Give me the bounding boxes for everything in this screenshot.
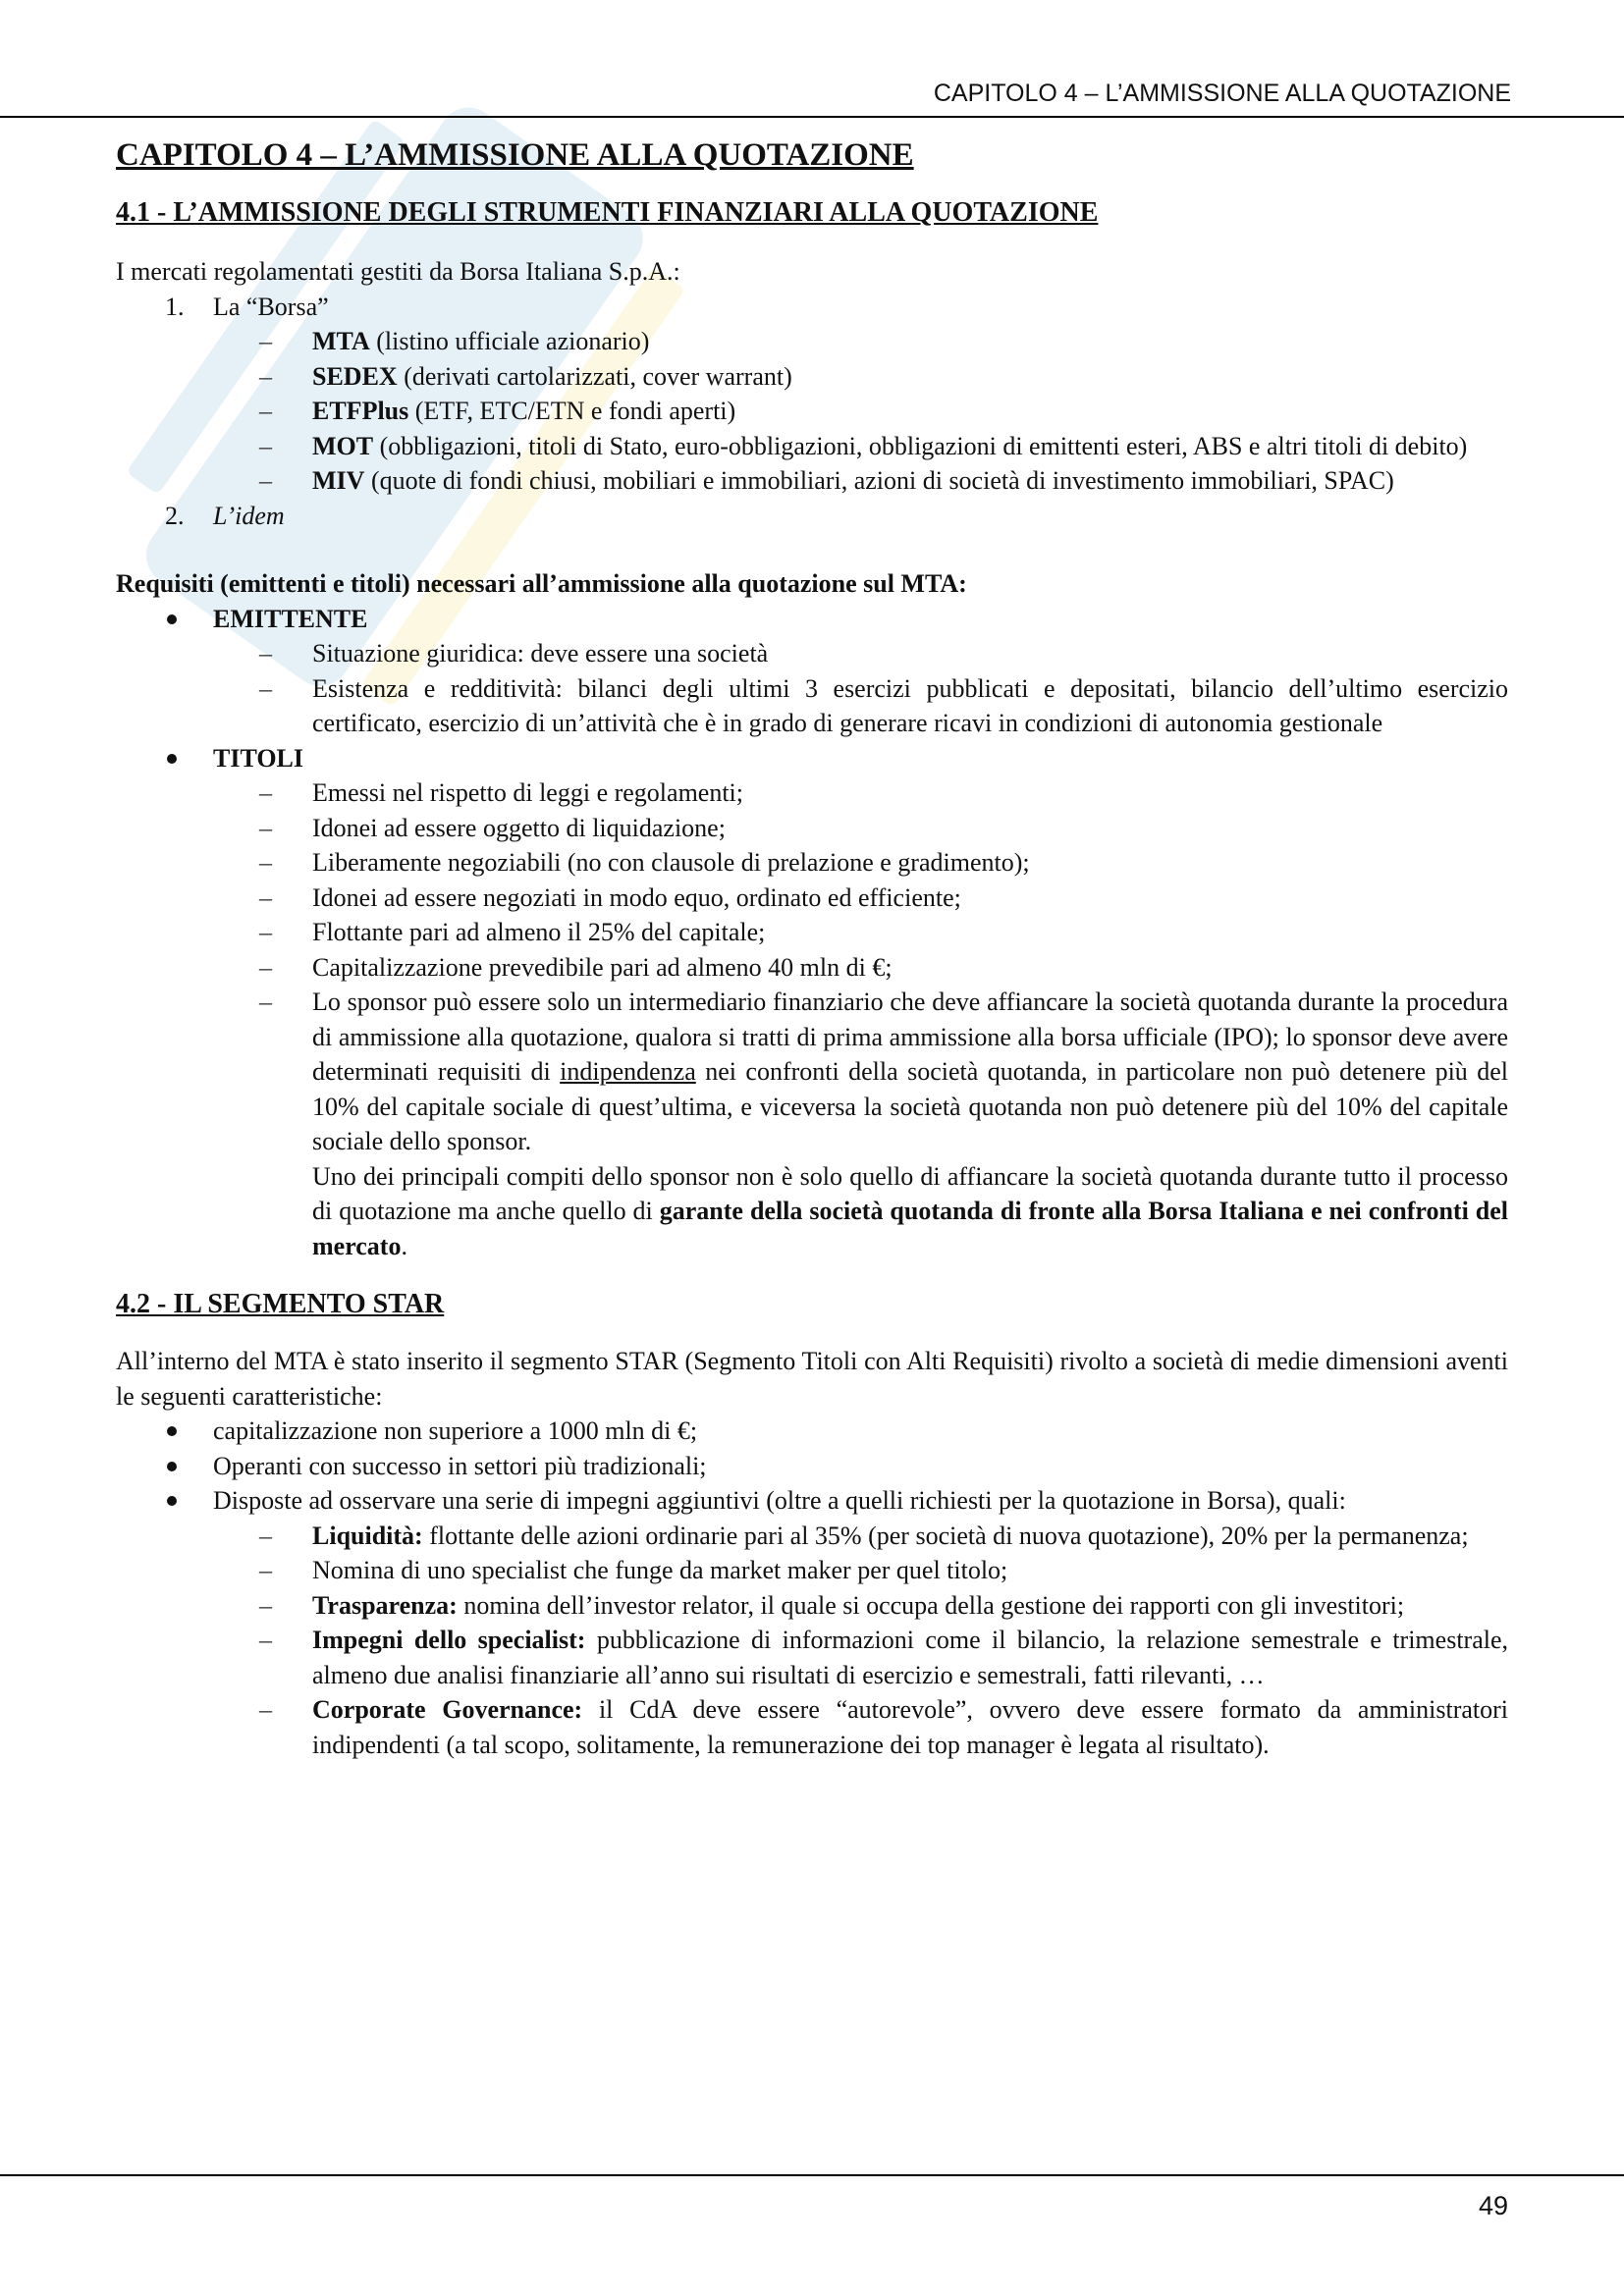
list-number: 1. [165, 292, 185, 321]
markets-intro: I mercati regolamentati gestiti da Borsa Italiana S.p.A.: [116, 257, 680, 286]
list-item [116, 1414, 1508, 1449]
list-item [213, 845, 1508, 881]
item-text: Idonei ad essere oggetto di liquidazione; [312, 813, 726, 842]
market-desc: (listino ufficiale azionario) [369, 327, 650, 355]
list-number: 2. [165, 501, 185, 530]
item-text: Idonei ad essere negoziati in modo equo, ordinato ed efficiente; [312, 882, 961, 912]
sponsor-text-end: nei confronti della società quotanda, in particolare non può detenere più del 10% del capitale sociale di quest’ultima, e viceversa la società quotanda non può detenere più del 10% del capitale sociale dello sponsor. [312, 1057, 1508, 1155]
sponsor-underlined-term: indipendenza [560, 1057, 696, 1086]
list-item [213, 811, 1508, 846]
dash-icon: – [259, 397, 272, 425]
sponsor-para2-bold: garante della società quotanda di fronte alla Borsa Italiana e nei confronti del mercato [312, 1197, 1508, 1260]
commitment-text: il CdA deve essere “autorevole”, ovvero deve essere formato da amministratori indipendenti (a tal scopo, solitamente, la remunerazione dei top manager è legata al risultato). [312, 1695, 1509, 1759]
list-item [213, 671, 1508, 741]
star-characteristics [116, 1414, 1508, 1762]
list-item [116, 741, 1508, 1264]
list-item [116, 499, 1508, 534]
dash-icon: – [259, 327, 272, 355]
market-name: MTA [312, 327, 370, 355]
dash-icon: – [259, 1695, 272, 1724]
titoli-label: TITOLI [213, 743, 304, 773]
sponsor-para2-end: . [401, 1231, 407, 1260]
dash-icon: – [259, 918, 272, 946]
commitment-text: Nomina di uno specialist che funge da market maker per quel titolo; [312, 1556, 1008, 1584]
market-name: SEDEX [312, 361, 398, 391]
list-item [213, 1692, 1508, 1762]
bullet-icon [167, 754, 177, 764]
item-text: Liberamente negoziabili (no con clausole di prelazione e gradimento); [312, 848, 1030, 877]
list-item [116, 1449, 1508, 1484]
commitment-label: Trasparenza: [312, 1590, 458, 1620]
star-intro: All’interno del MTA è stato inserito il segmento STAR (Segmento Titoli con Alti Requisiti) rivolto a società di medie dimensioni aventi le seguenti caratteristiche: [116, 1347, 1508, 1411]
item-text: Flottante pari ad almeno il 25% del capitale; [312, 918, 766, 946]
commitment-text: nomina dell’investor relator, il quale si occupa della gestione dei rapporti con gli investitori; [457, 1590, 1405, 1620]
market-name: ETFPlus [312, 397, 409, 425]
dash-icon: – [259, 778, 272, 807]
commitment-text: flottante delle azioni ordinarie pari al 35% (per società di nuova quotazione), 20% per la permanenza; [422, 1521, 1469, 1550]
requirements-title: Requisiti (emittenti e titoli) necessari all’ammissione alla quotazione sul MTA: [116, 569, 967, 598]
titoli-items [213, 775, 1508, 1263]
market-desc: (derivati cartolarizzati, cover warrant) [397, 361, 792, 391]
dash-icon: – [259, 1521, 272, 1550]
list-item [213, 1519, 1508, 1554]
list-item [213, 463, 1508, 499]
emittente-items [213, 636, 1508, 741]
market-label: L’idem [213, 501, 285, 530]
dash-icon: – [259, 952, 272, 982]
list-item [213, 915, 1508, 950]
dash-icon: – [259, 882, 272, 912]
dash-icon: – [259, 673, 272, 703]
list-item [116, 290, 1508, 499]
list-item [213, 1553, 1508, 1588]
sponsor-item [213, 985, 1508, 1263]
market-label: La “Borsa” [213, 292, 329, 321]
markets-list [116, 290, 1508, 534]
dash-icon: – [259, 1590, 272, 1620]
item-text: Esistenza e redditività: bilanci degli ultimi 3 esercizi pubblicati e depositati, bilancio dell’ultimo esercizio certificato, esercizio di un’attività che è in grado di generare ricavi in condizioni di autonomia gestionale [312, 673, 1508, 737]
list-item [213, 429, 1508, 464]
section-4-1-title: 4.1 - L’AMMISSIONE DEGLI STRUMENTI FINANZIARI ALLA QUOTAZIONE [116, 197, 1099, 228]
dash-icon: – [259, 988, 272, 1016]
list-item [213, 1623, 1508, 1692]
item-text: Situazione giuridica: deve essere una società [312, 639, 769, 667]
emittente-label: EMITTENTE [213, 604, 368, 633]
list-item [213, 775, 1508, 811]
sponsor-paragraph-2 [312, 1159, 1508, 1264]
market-desc: (quote di fondi chiusi, mobiliari e immobiliari, azioni di società di investimento immobiliari, SPAC) [364, 466, 1394, 495]
list-item [213, 359, 1508, 395]
bullet-icon [167, 1426, 177, 1436]
dash-icon: – [259, 1626, 272, 1654]
star-commitments [213, 1519, 1508, 1763]
dash-icon: – [259, 848, 272, 877]
item-text: Disposte ad osservare una serie di impegni aggiuntivi (oltre a quelli richiesti per la quotazione in Borsa), quali: [213, 1486, 1346, 1515]
bullet-icon [167, 614, 177, 624]
borsa-markets [213, 324, 1508, 499]
item-text: Capitalizzazione prevedibile pari ad almeno 40 mln di €; [312, 952, 893, 982]
dash-icon: – [259, 361, 272, 391]
item-text: capitalizzazione non superiore a 1000 mln di €; [213, 1416, 698, 1445]
market-name: MOT [312, 431, 374, 460]
list-item [116, 602, 1508, 741]
bullet-icon [167, 1496, 177, 1506]
dash-icon: – [259, 1556, 272, 1584]
commitment-label: Impegni dello specialist: [312, 1626, 586, 1654]
list-item [213, 394, 1508, 429]
dash-icon: – [259, 431, 272, 460]
list-item [213, 324, 1508, 359]
bullet-icon [167, 1462, 177, 1471]
chapter-title: CAPITOLO 4 – L’AMMISSIONE ALLA QUOTAZIONE [116, 137, 914, 173]
list-item [213, 950, 1508, 986]
list-item [213, 1588, 1508, 1624]
running-header: CAPITOLO 4 – L’AMMISSIONE ALLA QUOTAZIONE [933, 80, 1511, 107]
sponsor-text: Lo sponsor può essere solo un intermediario finanziario che deve affiancare la società quotanda durante la procedura di ammissione alla quotazione, qualora si tratti di prima ammissione alla borsa ufficiale (IPO); lo sponsor deve avere determinati requisiti di [312, 988, 1508, 1086]
market-name: MIV [312, 466, 365, 495]
dash-icon: – [259, 813, 272, 842]
commitment-label: Corporate Governance: [312, 1695, 583, 1724]
section-4-2-title: 4.2 - IL SEGMENTO STAR [116, 1289, 445, 1319]
page-number: 49 [1478, 2191, 1508, 2220]
commitment-text: pubblicazione di informazioni come il bilancio, la relazione semestrale e trimestrale, almeno due analisi finanziarie all’anno sui risultati di esercizio e semestrali, fatti rilevanti, … [312, 1626, 1508, 1689]
item-text: Operanti con successo in settori più tradizionali; [213, 1451, 707, 1480]
market-desc: (ETF, ETC/ETN e fondi aperti) [408, 397, 736, 425]
requirements-list [116, 602, 1508, 1264]
footer-divider [0, 2174, 1624, 2176]
header-divider [0, 116, 1624, 118]
list-item [213, 636, 1508, 671]
dash-icon: – [259, 639, 272, 667]
market-desc: (obbligazioni, titoli di Stato, euro-obbligazioni, obbligazioni di emittenti esteri, ABS e altri titoli di debito) [373, 431, 1468, 460]
dash-icon: – [259, 466, 272, 495]
list-item [213, 881, 1508, 916]
sponsor-para2-text: Uno dei principali compiti dello sponsor non è solo quello di affiancare la società quotanda durante tutto il processo di quotazione ma anche quello di [312, 1161, 1508, 1225]
list-item [116, 1483, 1508, 1762]
page-content [116, 133, 1508, 1762]
item-text: Emessi nel rispetto di leggi e regolamenti; [312, 778, 744, 807]
commitment-label: Liquidità: [312, 1521, 423, 1550]
